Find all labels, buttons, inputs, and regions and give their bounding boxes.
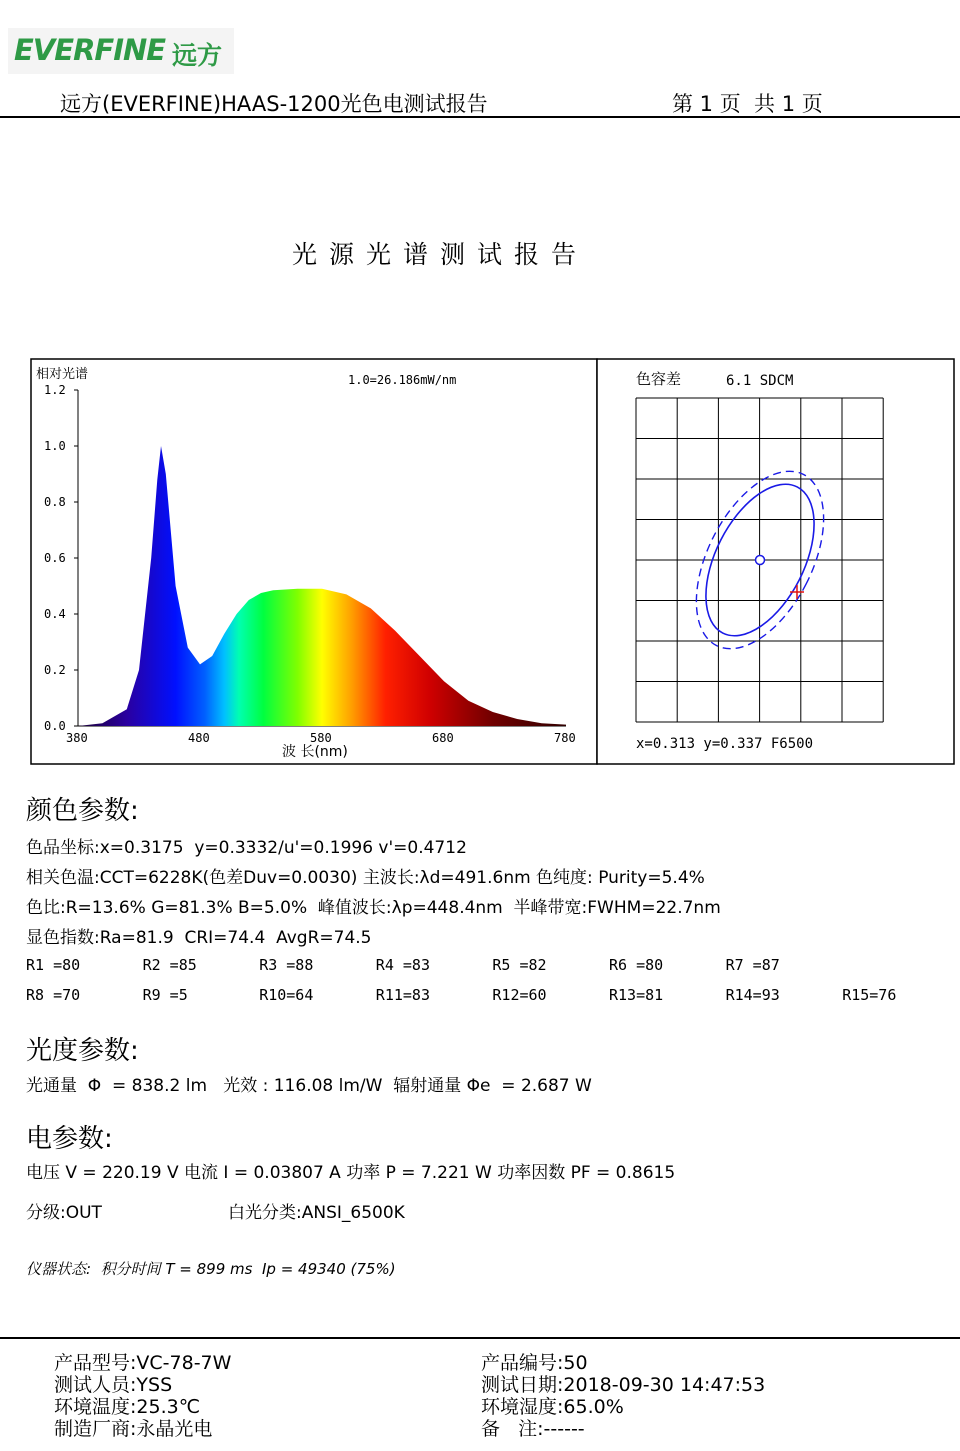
y-tick-label: 0.2 [44,663,66,677]
y-tick-label: 1.2 [44,383,66,397]
r-value: R4 =83 [375,956,430,974]
brand-logo: EVERFINE [14,33,166,67]
ratio-line: 色比:R=13.6% G=81.3% B=5.0% 峰值波长:λp=448.4nm 半峰带宽:FWHM=22.7nm [26,898,721,918]
y-tick-label: 1.0 [44,439,66,453]
x-tick-label: 780 [554,731,576,745]
tolerance-coords: x=0.313 y=0.337 F6500 [636,736,814,752]
tolerance-frame [597,359,954,764]
test-date: 测试日期:2018-09-30 14:47:53 [481,1374,766,1396]
y-tick-label: 0.4 [44,607,66,621]
luminous-flux-line: 光通量 Φ = 838.2 lm 光效 : 116.08 lm/W 辐射通量 Φe = 2.687 W [26,1076,592,1096]
r-value: R11=83 [375,986,430,1004]
r-value: R8 =70 [26,986,81,1004]
r-value: R15=76 [842,986,897,1004]
r-value: R5 =82 [492,956,547,974]
tester: 测试人员:YSS [54,1374,173,1396]
instrument-status: 仪器状态: 积分时间 T = 899 ms Ip = 49340 (75%) [26,1260,396,1278]
tolerance-value: 6.1 SDCM [726,373,794,389]
chart-ylabel: 相对光谱 [36,367,89,382]
x-tick-label: 580 [310,731,332,745]
color-params-heading: 颜色参数: [26,796,139,826]
report-header-title: 远方(EVERFINE)HAAS-1200光色电测试报告 [60,92,488,116]
x-tick-label: 680 [432,731,454,745]
footer-divider [0,1337,960,1339]
color-tolerance-chart [596,358,956,765]
r-value: R12=60 [492,986,547,1004]
chart-scale-note: 1.0=26.186mW/nm [348,373,457,387]
r-value: R13=81 [609,986,664,1004]
r-value: R14=93 [725,986,780,1004]
r-value: R2 =85 [142,956,197,974]
elec-params-heading: 电参数: [26,1124,113,1154]
cri-line: 显色指数:Ra=81.9 CRI=74.4 AvgR=74.5 [26,928,372,948]
y-tick-label: 0.6 [44,551,66,565]
white-class-label: 白光分类:ANSI_6500K [228,1203,405,1223]
page-indicator: 第 1 页 共 1 页 [672,92,823,116]
ambient-temp: 环境温度:25.3℃ [54,1396,201,1418]
tolerance-label: 色容差 [636,370,682,388]
product-model: 产品型号:VC-78-7W [54,1352,232,1374]
report-title: 光源光谱测试报告 [292,240,589,269]
r-value: R7 =87 [725,956,780,974]
brand-logo-cn: 远方 [172,41,223,70]
x-tick-label: 380 [66,731,88,745]
x-tick-label: 480 [188,731,210,745]
remark: 备 注:------ [481,1418,585,1440]
r-value: R9 =5 [142,986,188,1004]
chromaticity-line: 色品坐标:x=0.3175 y=0.3332/u'=0.1996 v'=0.4712 [26,838,467,858]
ambient-humidity: 环境湿度:65.0% [481,1396,624,1418]
photo-params-heading: 光度参数: [26,1036,139,1066]
product-serial: 产品编号:50 [481,1352,588,1374]
cct-line: 相关色温:CCT=6228K(色差Duv=0.0030) 主波长:λd=491.6nm 色纯度: Purity=5.4% [26,868,705,888]
electrical-line: 电压 V = 220.19 V 电流 I = 0.03807 A 功率 P = 7.221 W 功率因数 PF = 0.8615 [26,1163,676,1183]
y-tick-label: 0.0 [44,719,66,733]
grade-label: 分级:OUT [26,1203,102,1223]
manufacturer: 制造厂商:永晶光电 [54,1418,213,1440]
r-value: R1 =80 [26,956,81,974]
y-tick-label: 0.8 [44,495,66,509]
r-value: R10=64 [259,986,314,1004]
spectrum-chart [30,358,598,765]
header-divider [0,116,960,118]
r-value: R6 =80 [609,956,664,974]
r-value: R3 =88 [259,956,314,974]
chart-xlabel: 波 长(nm) [282,744,348,760]
target-point [756,556,765,565]
